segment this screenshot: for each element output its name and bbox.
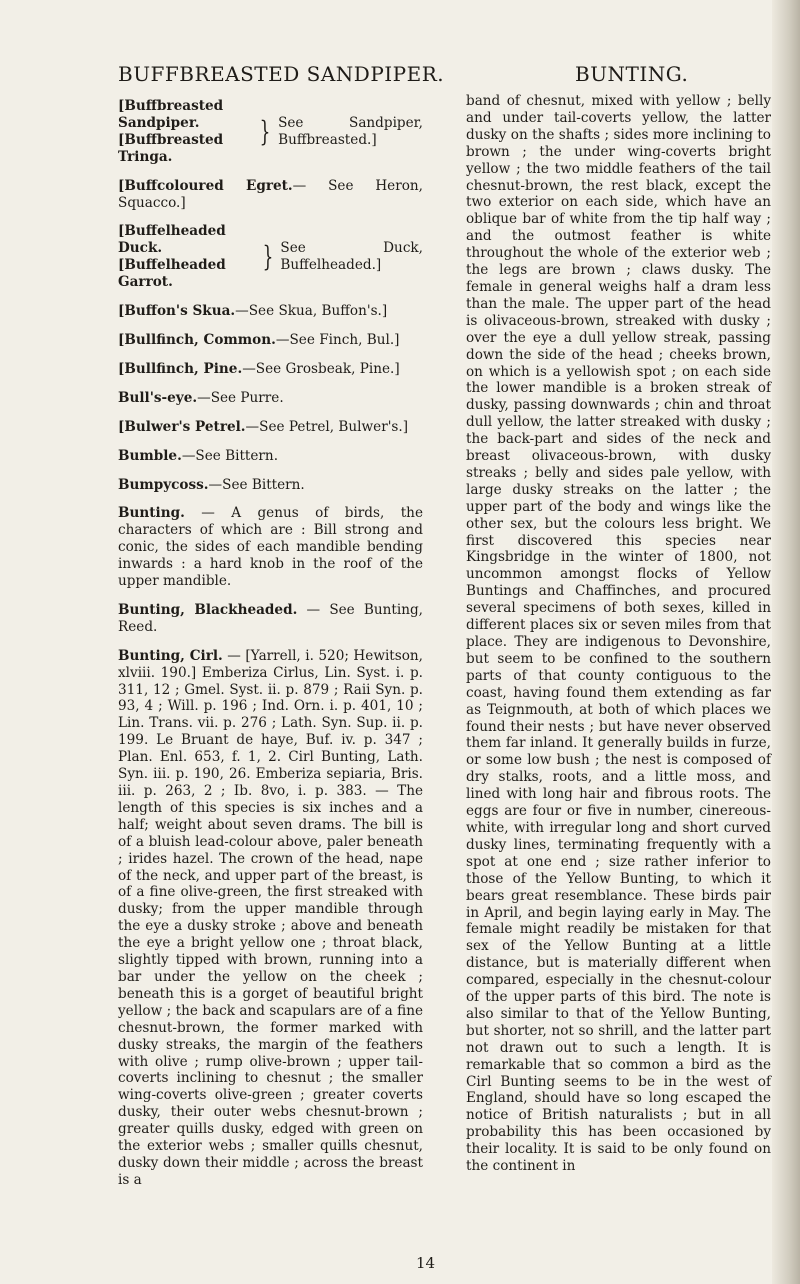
entry-text: —See Purre. <box>197 389 284 406</box>
entry-text: —See Petrel, Bulwer's.] <box>245 418 409 435</box>
entry-reference: See Sandpiper, Buffbreasted.] <box>278 114 423 148</box>
entry-buffcoloured-egret <box>118 178 423 212</box>
entry-headword: [Bullfinch, Common. <box>118 331 276 348</box>
page-edge <box>772 0 800 1284</box>
entry-text: — [Yarrell, i. 520; Hewitson, xlviii. 190.] Emberiza Cirlus, Lin. Syst. i. p. 311, 12 ; Gmel. Syst. ii. p. 879 ; Raii Syn. p. 93, 4 ; Will. p. 196 ; Ind. Orn. i. p. 401, 10 ; Lin. Trans. vii. p. 276 ; Lath. Syn. Sup. ii. p. 199. Le Bruant de haye, Buf. iv. p. 347 ; Plan. Enl. 653, f. 1, 2. Cirl Bunting, Lath. Syn. iii. p. 190, 26. Emberiza sepiaria, Bris. iii. p. 263, 2 ; Ib. 8vo, i. p. 383. — The length of this species is six inches and a half; weight about seven drams. The bill is of a bluish lead-colour above, paler beneath ; irides hazel. The crown of the head, nape of the neck, and upper part of the breast, is of a fine olive-green, the first streaked with dusky; from the upper mandible through the eye a dusky stroke ; above and beneath the eye a bright yellow one ; throat black, slightly tipped with brown, running into a bar under the yellow on the cheek ; beneath this is a gorget of beautiful bright yellow ; the back and scapulars are of a fine chesnut-brown, the former marked with dusky streaks, the margin of the feathers with olive ; rump olive-brown ; upper tail-coverts inclining to chesnut ; the smaller wing-coverts olive-green ; greater coverts dusky, their outer webs chesnut-brown ; greater quills dusky, edged with green on the exterior webs ; smaller quills chesnut, dusky down their middle ; across the breast is a <box>118 647 423 1188</box>
brace-glyph: } <box>262 240 273 274</box>
entry-bulwers-petrel <box>118 419 423 436</box>
entry-bunting-cirl <box>118 648 423 1189</box>
entry-headword: [Buffbreasted Tringa. <box>118 131 224 165</box>
entry-headword: [Buffelheaded Duck. <box>118 223 226 257</box>
entry-headword: Bunting. <box>118 505 185 522</box>
entry-bunting <box>118 505 423 590</box>
entry-headword: Bunting, Blackheaded. <box>118 601 298 618</box>
entry-headword: Bumpycoss. <box>118 476 209 493</box>
entry-reference: See Duck, Buffelheaded.] <box>280 240 423 274</box>
entry-headword: [Bullfinch, Pine. <box>118 360 243 377</box>
page-number: 14 <box>416 1254 436 1272</box>
entry-headword: [Bulwer's Petrel. <box>118 418 246 435</box>
running-head-right: BUNTING. <box>575 62 689 86</box>
entry-continuation: band of chesnut, mixed with yellow ; belly and under tail-coverts yellow, the latter dusky on the shafts ; sides more inclining to brown ; the under wing-coverts bright yellow ; the two middle feathers of the tail chesnut-brown, the rest black, except the two exterior on each side, which have an oblique bar of white from the tip half way ; and the outmost feather is white throughout the whole of the exterior web ; the legs are brown ; claws dusky. The female in general weighs half a dram less than the male. The upper part of the head is olivaceous-brown, streaked with dusky ; over the eye a dull yellow streak, passing down the side of the head ; cheeks brown, on which is a yellowish spot ; on each side the lower mandible is a broken streak of dusky, passing downwards ; chin and throat dull yellow, the latter streaked with dusky ; the back-part and sides of the neck and breast olivaceous-brown, with dusky streaks ; belly and sides pale yellow, with large dusky streaks on the latter ; the upper part of the body and wings like the other sex, but the colours less bright. We first discovered this species near Kingsbridge in the winter of 1800, not uncommon amongst flocks of Yellow Buntings and Chaffinches, and procured several specimens of both sexes, killed in different places six or seven miles from that place. They are indigenous to Devonshire, but seem to be confined to the southern parts of that county contiguous to the coast, having found them extending as far as Teignmouth, at both of which places we found their nests ; but have never observed them far inland. It generally builds in furze, or some low bush ; the nest is composed of dry stalks, roots, and a little moss, and lined with long hair and fibrous roots. The eggs are four or five in number, cinereous-white, with irregular long and short curved dusky lines, terminating frequently with a spot at one end ; size rather inferior to those of the Yellow Bunting, to which it bears great resemblance. These birds pair in April, and begin laying early in May. The female might readily be mistaken for that sex of the Yellow Bunting at a little distance, but is materially different when compared, especially in the chesnut-colour of the upper parts of this bird. The note is also similar to that of the Yellow Bunting, but shorter, not so shrill, and the latter part not drawn out to such a length. It is remarkable that so common a bird as the Cirl Bunting seems to be in the west of England, should have so long escaped the notice of British naturalists ; but in all probability this has been occasioned by their locality. It is said to be only found on the continent in <box>466 93 771 1175</box>
entry-text: — A genus of birds, the characters of which are : Bill strong and conic, the sides of each mandible bending inwards : a hard knob in the roof of the upper mandible. <box>118 505 423 590</box>
entry-headword: Bumble. <box>118 447 182 464</box>
brace-glyph: } <box>259 114 271 148</box>
entry-bumble <box>118 448 423 465</box>
entry-buffelheaded <box>118 223 423 291</box>
entry-text: —See Skua, Buffon's.] <box>235 303 388 320</box>
entry-text: —See Bittern. <box>181 447 279 464</box>
entry-text: —See Finch, Bul.] <box>275 331 400 348</box>
entry-bullfinch-pine <box>118 361 423 378</box>
entry-bunting-blackheaded <box>118 602 423 636</box>
right-column <box>466 93 771 1175</box>
entry-headword: [Buffelheaded Garrot. <box>118 257 226 291</box>
entry-bulls-eye <box>118 390 423 407</box>
entry-buffons-skua <box>118 303 423 320</box>
entry-bullfinch-common <box>118 332 423 349</box>
entry-text: —See Grosbeak, Pine.] <box>242 360 400 377</box>
running-head-left: BUFFBREASTED SANDPIPER. <box>118 62 445 86</box>
entry-bumpycoss <box>118 477 423 494</box>
entry-headword: [Buffbreasted Sandpiper. <box>118 98 224 131</box>
left-column <box>118 98 423 1201</box>
entry-headword: Bunting, Cirl. <box>118 647 223 664</box>
entry-text: — See Bunting, Reed. <box>118 601 423 635</box>
entry-text: —See Bittern. <box>208 476 305 493</box>
entry-headword: [Buffon's Skua. <box>118 303 236 320</box>
entry-text: — See Heron, Squacco.] <box>118 177 423 211</box>
entry-headword: [Buffcoloured Egret. <box>118 177 293 194</box>
entry-buffbreasted <box>118 98 423 166</box>
entry-headword: Bull's-eye. <box>118 389 198 406</box>
